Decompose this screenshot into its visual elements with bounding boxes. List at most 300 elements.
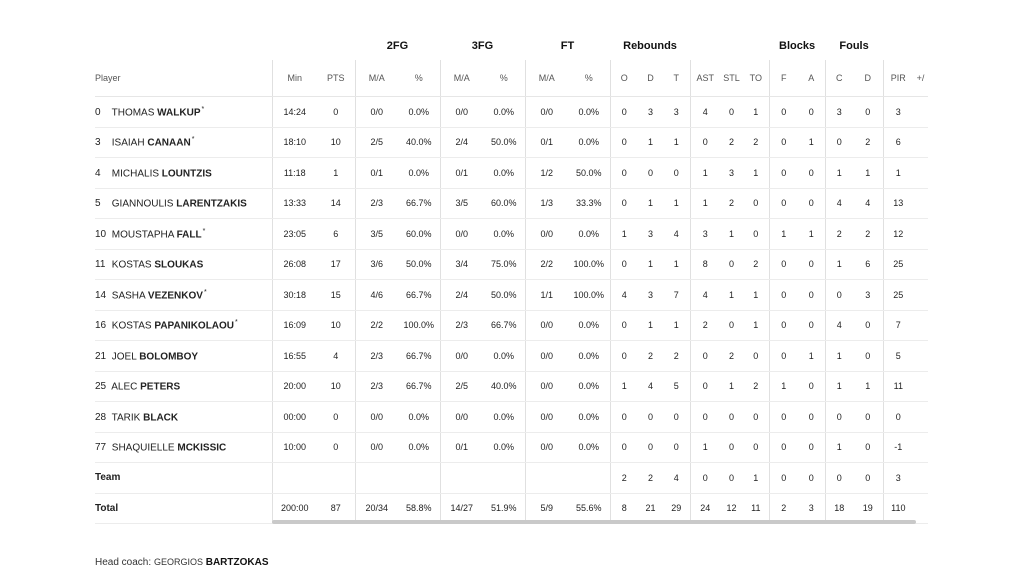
stat-ast: 0 bbox=[690, 341, 720, 372]
total-row bbox=[95, 493, 928, 524]
stat-ft-pct: 55.6% bbox=[568, 493, 610, 524]
stat-o: 8 bbox=[610, 493, 638, 524]
stat-fg2-ma: 0/0 bbox=[355, 402, 398, 433]
stat-fg3-ma: 2/4 bbox=[440, 127, 483, 158]
stat-to: 0 bbox=[743, 341, 769, 372]
stat-t: 1 bbox=[663, 249, 690, 280]
stat-to: 0 bbox=[743, 219, 769, 250]
stat-pts: 0 bbox=[317, 97, 355, 128]
stat-fg3-ma: 2/5 bbox=[440, 371, 483, 402]
player-row[interactable] bbox=[95, 402, 928, 433]
stat-min: 14:24 bbox=[272, 97, 317, 128]
stat-fg3-pct: 60.0% bbox=[483, 188, 525, 219]
stat-pir: 5 bbox=[883, 341, 913, 372]
stat-fg3-ma: 0/1 bbox=[440, 158, 483, 189]
player-cell[interactable] bbox=[95, 188, 272, 219]
stat-fg2-pct: 66.7% bbox=[398, 341, 440, 372]
stat-fg2-ma: 2/3 bbox=[355, 188, 398, 219]
head-coach-first-name: GEORGIOS bbox=[153, 557, 203, 567]
stat-fg2-ma: 3/5 bbox=[355, 219, 398, 250]
stat-fd: 0 bbox=[853, 310, 883, 341]
player-first-name: SHAQUIELLE bbox=[111, 442, 175, 454]
stat-fd: 0 bbox=[853, 341, 883, 372]
starter-marker: * bbox=[201, 105, 205, 113]
stat-fg3-pct: 50.0% bbox=[483, 280, 525, 311]
stat-ft-ma: 0/0 bbox=[525, 432, 568, 463]
stat-fg2-pct: 0.0% bbox=[398, 432, 440, 463]
col-reb-o[interactable]: O bbox=[610, 60, 638, 97]
total-label: Total bbox=[95, 493, 272, 524]
stat-f: 0 bbox=[769, 188, 798, 219]
player-last-name: VEZENKOV bbox=[147, 289, 203, 301]
player-row[interactable] bbox=[95, 97, 928, 128]
stat-min: 00:00 bbox=[272, 402, 317, 433]
player-cell[interactable] bbox=[95, 127, 272, 158]
stat-d: 3 bbox=[638, 97, 663, 128]
stat-ast: 1 bbox=[690, 158, 720, 189]
stat-t: 1 bbox=[663, 310, 690, 341]
stat-c: 4 bbox=[825, 188, 853, 219]
player-last-name: PAPANIKOLAOU bbox=[154, 320, 235, 332]
stat-to: 1 bbox=[743, 310, 769, 341]
player-first-name: TARIK bbox=[111, 411, 141, 423]
stat-c: 18 bbox=[825, 493, 853, 524]
player-cell[interactable] bbox=[95, 219, 272, 250]
stat-stl: 2 bbox=[720, 341, 743, 372]
stat-ast: 0 bbox=[690, 463, 720, 494]
col-2fg-pct[interactable]: % bbox=[398, 60, 440, 97]
stat-pir: 0 bbox=[883, 402, 913, 433]
stat-fd: 0 bbox=[853, 463, 883, 494]
group-blocks: Blocks bbox=[779, 40, 816, 52]
player-row[interactable] bbox=[95, 158, 928, 189]
stat-min: 20:00 bbox=[272, 371, 317, 402]
stat-a: 0 bbox=[798, 310, 825, 341]
stat-fg3-pct: 0.0% bbox=[483, 432, 525, 463]
stat-ft-ma: 0/1 bbox=[525, 127, 568, 158]
player-number: 28 bbox=[95, 411, 107, 423]
group-ft: FT bbox=[560, 40, 575, 52]
stat-min: 11:18 bbox=[272, 158, 317, 189]
stat-stl: 1 bbox=[720, 280, 743, 311]
stat-stl: 12 bbox=[720, 493, 743, 524]
player-row[interactable] bbox=[95, 341, 928, 372]
player-first-name: MOUSTAPHA bbox=[111, 228, 174, 240]
stat-ft-pct: 33.3% bbox=[568, 188, 610, 219]
player-first-name: KOSTAS bbox=[111, 320, 152, 332]
player-row[interactable] bbox=[95, 310, 928, 341]
stat-min: 200:00 bbox=[272, 493, 317, 524]
stat-fg3-ma: 3/5 bbox=[440, 188, 483, 219]
stat-a: 1 bbox=[798, 341, 825, 372]
stat-pir: 11 bbox=[883, 371, 913, 402]
col-player[interactable]: Player bbox=[95, 60, 272, 97]
stat-fd: 4 bbox=[853, 188, 883, 219]
stat-ft-pct: 0.0% bbox=[568, 219, 610, 250]
stat-t: 0 bbox=[663, 402, 690, 433]
player-number: 21 bbox=[95, 350, 107, 362]
stat-o: 0 bbox=[610, 97, 638, 128]
stat-pm bbox=[913, 158, 928, 189]
player-first-name: SASHA bbox=[111, 289, 146, 301]
stat-c: 0 bbox=[825, 127, 853, 158]
stat-to: 1 bbox=[743, 97, 769, 128]
stat-t: 4 bbox=[663, 219, 690, 250]
stat-fg2-ma: 0/0 bbox=[355, 432, 398, 463]
col-3fg-ma[interactable]: M/A bbox=[440, 60, 483, 97]
stat-ft-pct: 0.0% bbox=[568, 432, 610, 463]
team-label: Team bbox=[95, 463, 272, 494]
stat-ast: 24 bbox=[690, 493, 720, 524]
col-ft-pct[interactable]: % bbox=[568, 60, 610, 97]
stat-ast: 0 bbox=[690, 371, 720, 402]
stat-fg2-pct: 0.0% bbox=[398, 158, 440, 189]
horizontal-scrollbar[interactable] bbox=[272, 520, 916, 524]
col-2fg-ma[interactable]: M/A bbox=[355, 60, 398, 97]
col-fouls-c[interactable]: C bbox=[825, 60, 853, 97]
col-ft-ma[interactable]: M/A bbox=[525, 60, 568, 97]
stat-fg3-ma: 0/0 bbox=[440, 219, 483, 250]
stat-pts: 15 bbox=[317, 280, 355, 311]
stat-c: 1 bbox=[825, 249, 853, 280]
stat-pir: 3 bbox=[883, 463, 913, 494]
stat-d: 3 bbox=[638, 280, 663, 311]
group-header-row bbox=[95, 32, 928, 60]
stat-d: 2 bbox=[638, 463, 663, 494]
col-blk-f[interactable]: F bbox=[769, 60, 798, 97]
stat-min: 16:09 bbox=[272, 310, 317, 341]
stat-o: 0 bbox=[610, 432, 638, 463]
player-row[interactable] bbox=[95, 432, 928, 463]
stat-pts: 10 bbox=[317, 310, 355, 341]
stat-fg3-pct: 66.7% bbox=[483, 310, 525, 341]
stat-ast: 4 bbox=[690, 280, 720, 311]
boxscore-container bbox=[95, 32, 928, 524]
stat-pm bbox=[913, 219, 928, 250]
stat-pm bbox=[913, 463, 928, 494]
stat-pm bbox=[913, 493, 928, 524]
player-first-name: THOMAS bbox=[111, 106, 155, 118]
stat-pm bbox=[913, 280, 928, 311]
stat-c: 1 bbox=[825, 158, 853, 189]
col-fouls-d[interactable]: D bbox=[853, 60, 883, 97]
stat-fg2-ma: 2/5 bbox=[355, 127, 398, 158]
stat-ast: 0 bbox=[690, 127, 720, 158]
stat-a: 0 bbox=[798, 280, 825, 311]
starter-marker: * bbox=[202, 227, 206, 235]
stat-stl: 2 bbox=[720, 127, 743, 158]
player-last-name: BLACK bbox=[143, 411, 179, 423]
player-last-name: WALKUP bbox=[157, 106, 201, 118]
stat-pm bbox=[913, 127, 928, 158]
head-coach-last-name: BARTZOKAS bbox=[205, 557, 269, 568]
stat-pm bbox=[913, 310, 928, 341]
stat-fd: 3 bbox=[853, 280, 883, 311]
stat-pir: 3 bbox=[883, 97, 913, 128]
player-cell[interactable] bbox=[95, 371, 272, 402]
stat-fd: 1 bbox=[853, 371, 883, 402]
stat-ft-ma: 2/2 bbox=[525, 249, 568, 280]
stat-ft-pct: 50.0% bbox=[568, 158, 610, 189]
stat-o: 4 bbox=[610, 280, 638, 311]
stat-fg2-pct: 100.0% bbox=[398, 310, 440, 341]
stat-c: 4 bbox=[825, 310, 853, 341]
stat-pts: 0 bbox=[317, 432, 355, 463]
stat-fg2-ma: 2/3 bbox=[355, 371, 398, 402]
stat-t: 3 bbox=[663, 97, 690, 128]
stat-fg2-pct bbox=[398, 463, 440, 494]
stat-ft-ma: 0/0 bbox=[525, 341, 568, 372]
player-first-name: ISAIAH bbox=[111, 137, 145, 149]
starter-marker: * bbox=[235, 319, 238, 327]
player-last-name: MCKISSIC bbox=[177, 442, 227, 454]
stat-min: 30:18 bbox=[272, 280, 317, 311]
stat-fg3-pct: 75.0% bbox=[483, 249, 525, 280]
stat-c: 1 bbox=[825, 432, 853, 463]
stat-t: 5 bbox=[663, 371, 690, 402]
stat-ast: 0 bbox=[690, 402, 720, 433]
stat-pir: 1 bbox=[883, 158, 913, 189]
stat-d: 0 bbox=[638, 432, 663, 463]
stat-fg2-pct: 0.0% bbox=[398, 97, 440, 128]
player-number: 25 bbox=[95, 381, 107, 393]
stat-fg2-pct: 58.8% bbox=[398, 493, 440, 524]
stat-t: 29 bbox=[663, 493, 690, 524]
player-cell[interactable] bbox=[95, 97, 272, 128]
col-plus-minus[interactable]: +/ bbox=[913, 60, 928, 97]
stat-a: 0 bbox=[798, 158, 825, 189]
stat-pir: 110 bbox=[883, 493, 913, 524]
stat-fg2-pct: 66.7% bbox=[398, 371, 440, 402]
stat-f: 0 bbox=[769, 310, 798, 341]
stat-a: 0 bbox=[798, 371, 825, 402]
stat-ast: 8 bbox=[690, 249, 720, 280]
stat-o: 0 bbox=[610, 188, 638, 219]
stat-ft-pct: 0.0% bbox=[568, 97, 610, 128]
player-cell[interactable] bbox=[95, 249, 272, 280]
stat-ft-ma: 1/1 bbox=[525, 280, 568, 311]
stat-o: 0 bbox=[610, 402, 638, 433]
player-row[interactable] bbox=[95, 127, 928, 158]
stat-fg2-ma: 3/6 bbox=[355, 249, 398, 280]
stat-fg3-ma bbox=[440, 463, 483, 494]
stat-fg3-pct: 0.0% bbox=[483, 341, 525, 372]
player-cell[interactable] bbox=[95, 310, 272, 341]
stat-pm bbox=[913, 402, 928, 433]
stat-c: 0 bbox=[825, 402, 853, 433]
stat-d: 1 bbox=[638, 188, 663, 219]
stat-fd: 0 bbox=[853, 402, 883, 433]
stat-ft-ma: 0/0 bbox=[525, 310, 568, 341]
player-number: 77 bbox=[95, 442, 107, 454]
stat-pts: 4 bbox=[317, 341, 355, 372]
player-row[interactable] bbox=[95, 371, 928, 402]
stat-to: 11 bbox=[743, 493, 769, 524]
player-first-name: ALEC bbox=[111, 381, 138, 393]
player-cell[interactable] bbox=[95, 280, 272, 311]
stat-t: 7 bbox=[663, 280, 690, 311]
stat-stl: 0 bbox=[720, 463, 743, 494]
stat-f: 2 bbox=[769, 493, 798, 524]
col-blk-a[interactable]: A bbox=[798, 60, 825, 97]
player-row[interactable] bbox=[95, 219, 928, 250]
stat-pir: 12 bbox=[883, 219, 913, 250]
stat-pir: 25 bbox=[883, 249, 913, 280]
col-pir[interactable]: PIR bbox=[883, 60, 913, 97]
player-number: 0 bbox=[95, 106, 101, 118]
col-ast[interactable]: AST bbox=[690, 60, 720, 97]
col-stl[interactable]: STL bbox=[720, 60, 743, 97]
stat-a: 0 bbox=[798, 402, 825, 433]
stat-o: 1 bbox=[610, 371, 638, 402]
stat-c: 2 bbox=[825, 219, 853, 250]
player-cell[interactable] bbox=[95, 432, 272, 463]
player-last-name: SLOUKAS bbox=[154, 259, 204, 271]
stat-fg2-ma: 20/34 bbox=[355, 493, 398, 524]
stat-ast: 3 bbox=[690, 219, 720, 250]
player-last-name: FALL bbox=[176, 228, 202, 240]
stat-a: 0 bbox=[798, 432, 825, 463]
stat-pts: 10 bbox=[317, 371, 355, 402]
stat-to: 1 bbox=[743, 280, 769, 311]
stat-f: 0 bbox=[769, 97, 798, 128]
stat-ft-ma: 0/0 bbox=[525, 219, 568, 250]
stat-f: 0 bbox=[769, 432, 798, 463]
stat-ft-ma: 0/0 bbox=[525, 402, 568, 433]
boxscore-body bbox=[95, 97, 928, 524]
stat-fg3-pct: 40.0% bbox=[483, 371, 525, 402]
stat-pts: 17 bbox=[317, 249, 355, 280]
stat-ft-pct: 100.0% bbox=[568, 280, 610, 311]
stat-ft-ma: 1/3 bbox=[525, 188, 568, 219]
player-first-name: KOSTAS bbox=[111, 259, 152, 271]
stat-o: 0 bbox=[610, 158, 638, 189]
stat-pir: 7 bbox=[883, 310, 913, 341]
stat-ft-ma bbox=[525, 463, 568, 494]
stat-pts: 1 bbox=[317, 158, 355, 189]
col-3fg-pct[interactable]: % bbox=[483, 60, 525, 97]
stat-stl: 1 bbox=[720, 219, 743, 250]
stat-f: 1 bbox=[769, 219, 798, 250]
stat-pm bbox=[913, 371, 928, 402]
stat-o: 2 bbox=[610, 463, 638, 494]
player-row[interactable] bbox=[95, 249, 928, 280]
stat-pm bbox=[913, 341, 928, 372]
stat-ft-pct: 0.0% bbox=[568, 310, 610, 341]
stat-d: 1 bbox=[638, 127, 663, 158]
stat-fg3-pct: 0.0% bbox=[483, 219, 525, 250]
stat-pm bbox=[913, 97, 928, 128]
head-coach bbox=[95, 557, 269, 568]
stat-ft-pct: 0.0% bbox=[568, 402, 610, 433]
stat-d: 21 bbox=[638, 493, 663, 524]
player-first-name: JOEL bbox=[111, 350, 137, 362]
stat-fg2-pct: 40.0% bbox=[398, 127, 440, 158]
col-reb-d[interactable]: D bbox=[638, 60, 663, 97]
stat-c: 1 bbox=[825, 371, 853, 402]
player-cell[interactable] bbox=[95, 158, 272, 189]
stat-pts: 14 bbox=[317, 188, 355, 219]
stat-c: 1 bbox=[825, 341, 853, 372]
stat-ft-ma: 5/9 bbox=[525, 493, 568, 524]
stat-to: 0 bbox=[743, 188, 769, 219]
player-row[interactable] bbox=[95, 188, 928, 219]
stat-to: 2 bbox=[743, 127, 769, 158]
stat-o: 0 bbox=[610, 310, 638, 341]
player-first-name: GIANNOULIS bbox=[111, 198, 174, 210]
stat-min: 26:08 bbox=[272, 249, 317, 280]
stat-d: 4 bbox=[638, 371, 663, 402]
stat-t: 4 bbox=[663, 463, 690, 494]
stat-fg3-pct: 0.0% bbox=[483, 97, 525, 128]
stat-ft-pct: 0.0% bbox=[568, 341, 610, 372]
player-number: 4 bbox=[95, 167, 101, 179]
col-pts[interactable]: PTS bbox=[317, 60, 355, 97]
stat-f: 0 bbox=[769, 127, 798, 158]
player-cell[interactable] bbox=[95, 402, 272, 433]
stat-fg3-pct: 0.0% bbox=[483, 158, 525, 189]
player-number: 11 bbox=[95, 259, 106, 271]
stat-ft-ma: 0/0 bbox=[525, 371, 568, 402]
stat-f: 0 bbox=[769, 158, 798, 189]
stat-fg3-ma: 0/0 bbox=[440, 97, 483, 128]
stat-f: 0 bbox=[769, 249, 798, 280]
stat-o: 0 bbox=[610, 127, 638, 158]
stat-pts bbox=[317, 463, 355, 494]
stat-fg3-ma: 0/0 bbox=[440, 402, 483, 433]
stat-f: 0 bbox=[769, 402, 798, 433]
col-to[interactable]: TO bbox=[743, 60, 769, 97]
stat-a: 0 bbox=[798, 188, 825, 219]
stat-pir: 25 bbox=[883, 280, 913, 311]
stat-f: 1 bbox=[769, 371, 798, 402]
stat-fg2-ma bbox=[355, 463, 398, 494]
stat-fg3-ma: 0/1 bbox=[440, 432, 483, 463]
stat-c: 0 bbox=[825, 463, 853, 494]
player-first-name: MICHALIS bbox=[111, 167, 160, 179]
stat-f: 0 bbox=[769, 463, 798, 494]
stat-d: 3 bbox=[638, 219, 663, 250]
stat-min: 18:10 bbox=[272, 127, 317, 158]
column-header-row bbox=[95, 60, 928, 97]
stat-min: 23:05 bbox=[272, 219, 317, 250]
stat-fd: 2 bbox=[853, 127, 883, 158]
stat-fd: 6 bbox=[853, 249, 883, 280]
stat-d: 1 bbox=[638, 249, 663, 280]
player-number: 5 bbox=[95, 198, 101, 210]
stat-a: 1 bbox=[798, 219, 825, 250]
stat-fg3-ma: 3/4 bbox=[440, 249, 483, 280]
stat-to: 0 bbox=[743, 402, 769, 433]
stat-pts: 87 bbox=[317, 493, 355, 524]
stat-pir: 6 bbox=[883, 127, 913, 158]
stat-min bbox=[272, 463, 317, 494]
col-min[interactable]: Min bbox=[272, 60, 317, 97]
stat-c: 3 bbox=[825, 97, 853, 128]
stat-fd: 19 bbox=[853, 493, 883, 524]
stat-fg3-pct: 0.0% bbox=[483, 402, 525, 433]
player-row[interactable] bbox=[95, 280, 928, 311]
player-cell[interactable] bbox=[95, 341, 272, 372]
stat-t: 1 bbox=[663, 188, 690, 219]
stat-t: 2 bbox=[663, 341, 690, 372]
stat-stl: 0 bbox=[720, 402, 743, 433]
stat-ft-pct: 0.0% bbox=[568, 371, 610, 402]
stat-d: 2 bbox=[638, 341, 663, 372]
player-last-name: CANAAN bbox=[147, 137, 191, 149]
stat-to: 0 bbox=[743, 432, 769, 463]
col-reb-t[interactable]: T bbox=[663, 60, 690, 97]
